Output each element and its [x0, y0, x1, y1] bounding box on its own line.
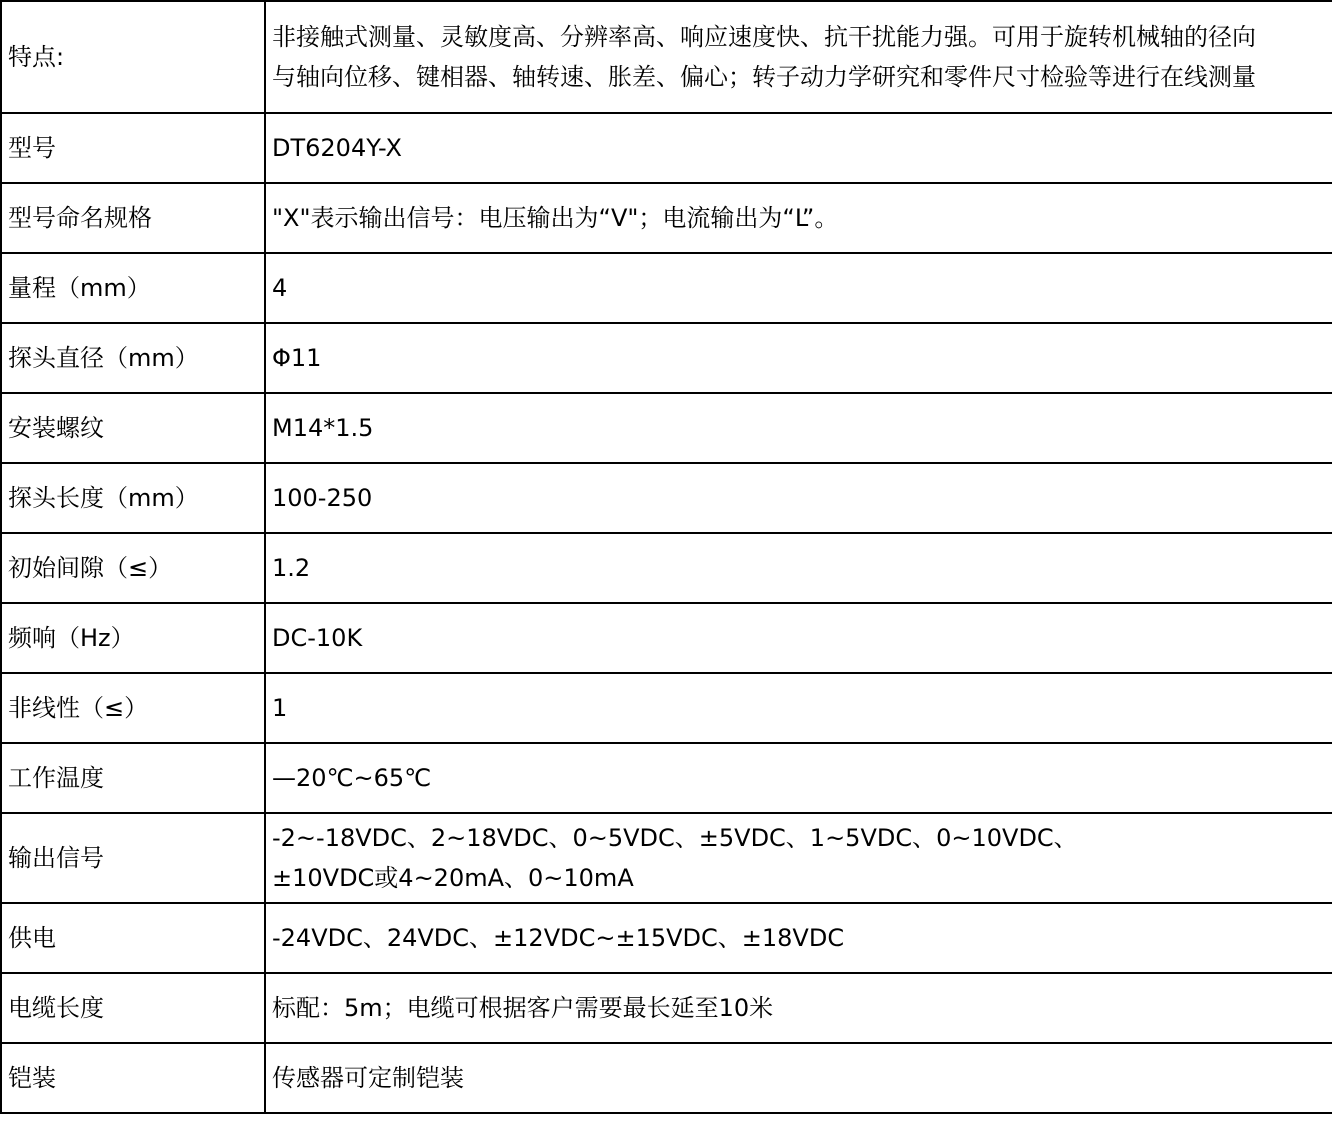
spec-label: 型号 [1, 113, 265, 183]
spec-label: 供电 [1, 903, 265, 973]
table-row [1, 673, 1332, 743]
table-row [1, 743, 1332, 813]
spec-value: Φ11 [265, 323, 1332, 393]
spec-value: —20℃~65℃ [265, 743, 1332, 813]
table-row [1, 1043, 1332, 1113]
table-row [1, 323, 1332, 393]
spec-value: 传感器可定制铠装 [265, 1043, 1332, 1113]
spec-label: 探头长度（mm） [1, 463, 265, 533]
spec-label: 铠装 [1, 1043, 265, 1113]
table-row [1, 113, 1332, 183]
spec-label: 探头直径（mm） [1, 323, 265, 393]
spec-label: 初始间隙（≤） [1, 533, 265, 603]
spec-value: -2~-18VDC、2~18VDC、0~5VDC、±5VDC、1~5VDC、0~10VDC、 ±10VDC或4~20mA、0~10mA [265, 813, 1332, 903]
spec-label: 型号命名规格 [1, 183, 265, 253]
spec-label: 特点: [1, 1, 265, 113]
spec-label: 量程（mm） [1, 253, 265, 323]
spec-value: DC-10K [265, 603, 1332, 673]
table-row [1, 463, 1332, 533]
table-row [1, 253, 1332, 323]
spec-value: M14*1.5 [265, 393, 1332, 463]
table-row [1, 813, 1332, 903]
table-row [1, 903, 1332, 973]
spec-value: 4 [265, 253, 1332, 323]
spec-label: 输出信号 [1, 813, 265, 903]
spec-value: 1.2 [265, 533, 1332, 603]
spec-value: 100-250 [265, 463, 1332, 533]
spec-value: 1 [265, 673, 1332, 743]
spec-value: DT6204Y-X [265, 113, 1332, 183]
spec-label: 非线性（≤） [1, 673, 265, 743]
table-row [1, 393, 1332, 463]
table-row [1, 603, 1332, 673]
spec-label: 安装螺纹 [1, 393, 265, 463]
table-row [1, 533, 1332, 603]
table-row [1, 1, 1332, 113]
spec-label: 频响（Hz） [1, 603, 265, 673]
spec-label: 电缆长度 [1, 973, 265, 1043]
table-row [1, 973, 1332, 1043]
table-row [1, 183, 1332, 253]
spec-value: -24VDC、24VDC、±12VDC~±15VDC、±18VDC [265, 903, 1332, 973]
spec-label: 工作温度 [1, 743, 265, 813]
spec-value: "X"表示输出信号：电压输出为“V"；电流输出为“L”。 [265, 183, 1332, 253]
spec-value: 非接触式测量、灵敏度高、分辨率高、响应速度快、抗干扰能力强。可用于旋转机械轴的径向 与轴向位移、键相器、轴转速、胀差、偏心；转子动力学研究和零件尺寸检验等进行在线测量 [265, 1, 1332, 113]
spec-value: 标配：5m；电缆可根据客户需要最长延至10米 [265, 973, 1332, 1043]
